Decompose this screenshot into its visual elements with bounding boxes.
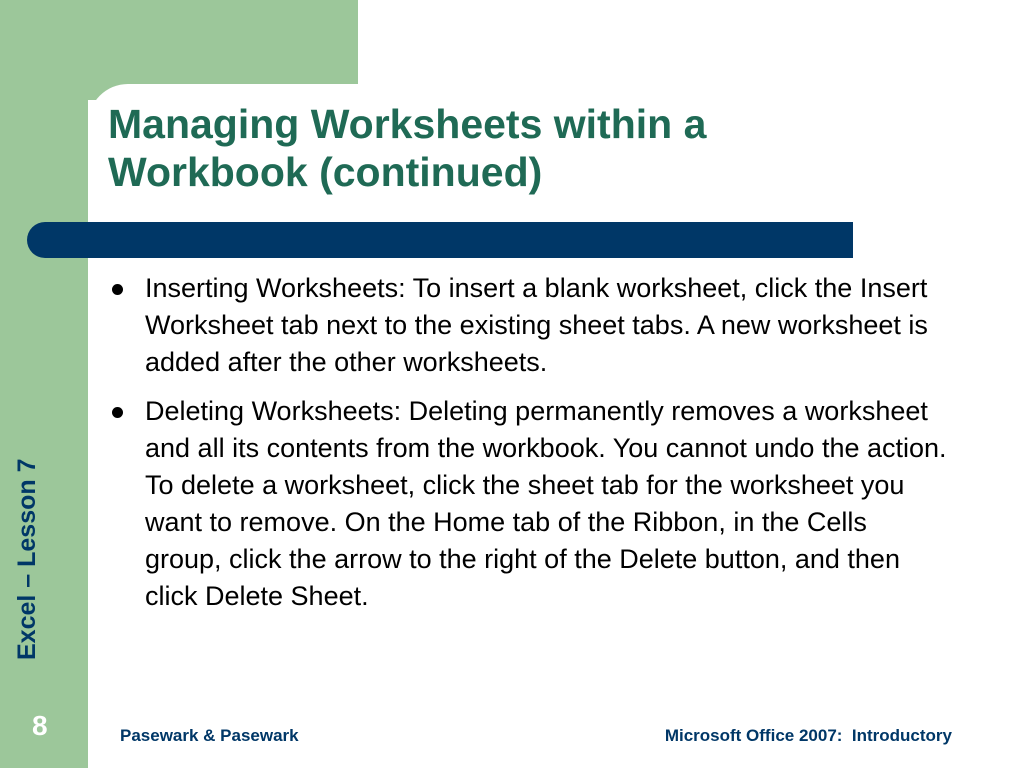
slide-title (108, 100, 928, 196)
bullet-item (108, 270, 948, 381)
bullet-text: Inserting Worksheets: To insert a blank worksheet, click the Insert Worksheet tab next to the existing sheet tabs. A new worksheet is added after the other worksheets. (145, 273, 928, 377)
footer-author: Pasewark & Pasewark (120, 726, 299, 745)
bullet-list (108, 270, 948, 615)
bullet-item (108, 393, 948, 615)
title-divider-bar (27, 222, 853, 258)
bullet-dot-icon (112, 407, 123, 418)
bullet-dot-icon (112, 284, 123, 295)
page-number: 8 (32, 710, 48, 741)
lesson-side-label: Excel – Lesson 7 (13, 458, 41, 660)
slide-title-line-2: Workbook (continued) (108, 149, 543, 195)
slide-title-line-1: Managing Worksheets within a (108, 101, 707, 147)
bullet-text: Deleting Worksheets: Deleting permanently removes a worksheet and all its contents from the workbook. You cannot undo the action. To delete a worksheet, click the sheet tab for the worksheet you want to remove. On the Home tab of the Ribbon, in the Cells group, click the arrow to the right of the Delete button, and then click Delete Sheet. (145, 396, 947, 611)
footer-course: Microsoft Office 2007: Introductory (664, 726, 952, 745)
